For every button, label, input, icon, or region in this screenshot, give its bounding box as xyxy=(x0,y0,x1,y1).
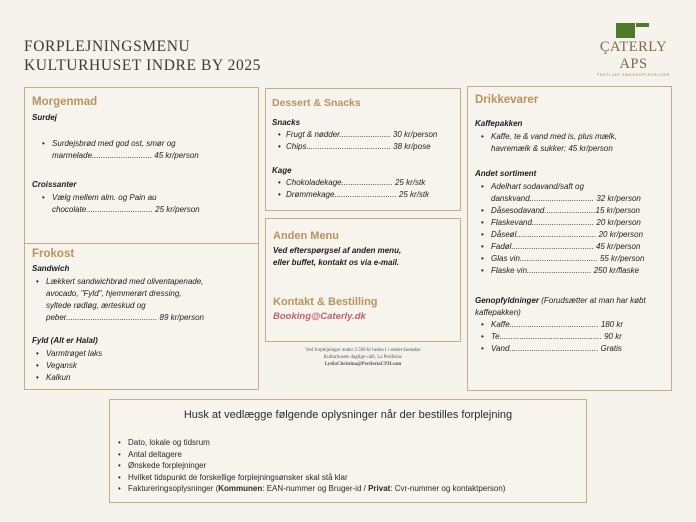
order-info-box xyxy=(109,399,587,503)
morgenmad-heading: Morgenmad xyxy=(32,96,98,108)
list-item: • Adelhart sodavand/saft og danskvand............................. 32 kr/person xyxy=(478,181,670,205)
list-item: • Kaffe........................................ 180 kr xyxy=(478,319,670,331)
kontakt-heading: Kontakt & Bestilling xyxy=(273,296,378,308)
croissanter-list xyxy=(39,192,254,216)
logo-mark-icon xyxy=(586,20,681,38)
list-item: • Hvilket tidspunkt de forskellige forplejningsønsker skal stå klar xyxy=(118,472,583,484)
list-item: • Kaffe, te & vand med is, plus mælk, havremælk & sukker: 45 kr/person xyxy=(478,131,670,155)
snacks-list xyxy=(276,129,458,153)
list-item: • Vegansk xyxy=(33,360,233,372)
sandwich-list xyxy=(33,276,255,324)
surdej-title: Surdej xyxy=(32,113,57,122)
list-item: • Dato, lokale og tidsrum xyxy=(118,437,583,449)
kage-list xyxy=(276,177,458,201)
snacks-title: Snacks xyxy=(272,118,301,127)
list-item: • Varmtrøget laks xyxy=(33,348,233,360)
list-item: • Vælg mellem alm. og Pain au chocolate.............................. 25 kr/person xyxy=(39,192,254,216)
list-item: • Vand........................................ Gratis xyxy=(478,343,670,355)
list-item: • Te.............................................. 90 kr xyxy=(478,331,670,343)
cafe-email-link[interactable]: LydiaChristina@PeriferiaCPH.com xyxy=(324,362,402,367)
logo-name: ÇATERLY APS xyxy=(599,39,668,72)
list-item: • Surdejsbrød med god ost, smør og marmelade........................... 45 kr/person xyxy=(39,138,254,162)
title-line-2: KULTURHUSET INDRE BY 2025 xyxy=(24,57,262,74)
logo-tagline: FESTLIGE SMAGSOPLEVELSER xyxy=(597,73,670,77)
list-item: • Frugt & nødder....................... 30 kr/person xyxy=(276,129,458,141)
list-item: • Flaskevand............................ 20 kr/person xyxy=(478,217,670,229)
drikkevarer-box xyxy=(467,86,672,391)
dessert-heading: Dessert & Snacks xyxy=(272,97,361,109)
andet-sortiment-list xyxy=(478,181,670,277)
list-item: • Dåsesodavand.......................15 kr/person xyxy=(478,205,670,217)
title-line-1: FORPLEJNINGSMENU xyxy=(24,38,191,55)
list-item: • Faktureringsoplysninger (Kommunen: EAN-nummer og Bruger-id / Privat: Cvr-nummer og kontaktperson) xyxy=(118,483,583,495)
order-info-heading: Husk at vedlægge følgende oplysninger når der bestilles forplejning xyxy=(183,409,513,421)
page-title xyxy=(24,37,261,75)
genopfyldninger-list xyxy=(478,319,670,355)
anden-menu-heading: Anden Menu xyxy=(273,230,339,242)
genopfyldninger-title: Genopfyldninger (Forudsætter at man har købt kaffepakken) xyxy=(475,296,646,317)
frokost-heading: Frokost xyxy=(32,248,75,260)
list-item: • Drømmekage............................ 25 kr/stk xyxy=(276,189,458,201)
order-info-list xyxy=(118,437,583,495)
divider xyxy=(25,243,258,244)
andet-sortiment-title: Andet sortiment xyxy=(475,169,537,178)
list-item: • Chips...................................... 38 kr/pose xyxy=(276,141,458,153)
caterly-logo xyxy=(586,20,681,77)
anden-menu-box xyxy=(265,218,461,342)
kage-title: Kage xyxy=(272,166,292,175)
kaffepakken-title: Kaffepakken xyxy=(475,119,523,128)
dessert-snacks-box xyxy=(265,88,461,211)
kaffepakken-list xyxy=(478,131,670,155)
sandwich-title: Sandwich xyxy=(32,264,70,273)
anden-menu-text: Ved efterspørgsel af anden menu, eller buffet, kontakt os via e-mail. xyxy=(273,246,402,267)
booking-email-link[interactable]: Booking@Caterly.dk xyxy=(273,311,366,322)
fyld-title: Fyld (Alt er Halal) xyxy=(32,336,98,345)
list-item: • Glas vin................................... 55 kr/person xyxy=(478,253,670,265)
cafe-note: Ved forplejninger under 2.500 kr bedes I i stedet kontakte Kulturhusets daglige café, La Periferia: LydiaChristina@PeriferiaCPH.com xyxy=(265,347,461,368)
list-item: • Lækkert sandwichbrød med oliventapenade, avocado, "Fyld", hjemmerørt dressing, syltede rødløg, ærteskud og peber......................................... 89 kr/person xyxy=(33,276,255,324)
list-item: • Dåseøl.................................... 20 kr/person xyxy=(478,229,670,241)
drikkevarer-heading: Drikkevarer xyxy=(475,94,539,106)
morgenmad-frokost-box xyxy=(24,87,259,390)
list-item: • Antal deltagere xyxy=(118,449,583,461)
list-item: • Chokoladekage....................... 25 kr/stk xyxy=(276,177,458,189)
croissanter-title: Croissanter xyxy=(32,180,77,189)
list-item: • Ønskede forplejninger xyxy=(118,460,583,472)
fyld-list xyxy=(33,348,233,384)
surdej-list xyxy=(39,138,254,162)
list-item: • Flaske vin............................. 250 kr/flaske xyxy=(478,265,670,277)
list-item: • Fadøl..................................... 45 kr/person xyxy=(478,241,670,253)
list-item: • Kalkun xyxy=(33,372,233,384)
